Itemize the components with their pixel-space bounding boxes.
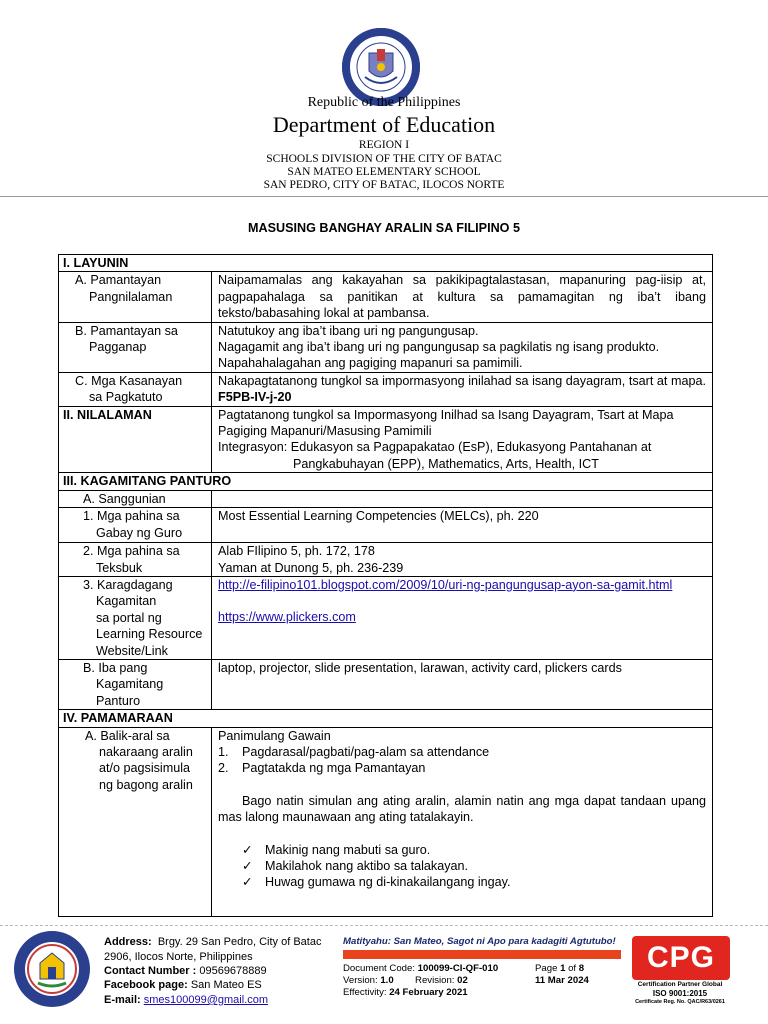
effectivity-line (343, 987, 468, 999)
row-label-line: Website/Link (96, 643, 168, 658)
table-row (59, 372, 713, 406)
address-line (104, 935, 321, 950)
row-label (59, 727, 212, 916)
revision-value: 02 (457, 975, 468, 986)
text-line: Napahahalagahan ang pagiging mapanuri sa pamimili. (218, 356, 523, 371)
page-of: of (568, 963, 577, 974)
row-label-line: ng bagong aralin (99, 777, 193, 792)
region-label: REGION I (358, 139, 410, 151)
address-line-2: 2906, Ilocos Norte, Philippines (104, 951, 253, 963)
row-content: Naipamamalas ang kakayahan sa pakikipagtalastasan, mapanuring pag-iisip at, pagpapahalaga sa panitikan at kultura sa pamamagitan ng iba’t ibang teksto/babasahing lokal at pambansa. (212, 272, 713, 322)
table-row (59, 508, 713, 543)
list-item-text: Pagdarasal/pagbati/pag-alam sa attendance (242, 744, 490, 759)
text-line: Yaman at Dunong 5, ph. 236-239 (218, 560, 404, 575)
text-line: Pangkabuhayan (EPP), Mathematics, Arts, Health, ICT (293, 456, 599, 471)
plickers-link[interactable]: https://www.plickers.com (218, 610, 356, 625)
section-heading: III. KAGAMITANG PANTURO (59, 473, 713, 490)
row-label-line: sa portal ng (96, 610, 162, 625)
resource-link[interactable]: http://e-filipino101.blogspot.com/2009/10/uri-ng-pangungusap-ayon-sa-gamit.html (218, 577, 673, 592)
document-code (343, 963, 498, 975)
email-link[interactable]: smes100099@gmail.com (143, 994, 269, 1006)
facebook-line (104, 978, 262, 993)
division-label: SCHOOLS DIVISION OF THE CITY OF BATAC (266, 153, 502, 165)
footer-divider (0, 925, 768, 926)
list-item-text: Pagtatakda ng mga Pamantayan (242, 761, 426, 776)
row-content (212, 576, 713, 659)
list-item (218, 744, 706, 760)
section-row-kagamitan (59, 473, 713, 490)
section-row-layunin (59, 255, 713, 272)
row-content (212, 543, 713, 577)
row-label-line: 1. Mga pahina sa (83, 509, 180, 524)
competency-text: Nakapagtatanong tungkol sa impormasyong inilahad sa isang dayagram, tsart at mapa. (218, 373, 706, 388)
document-title: MASUSING BANGHAY ARALIN SA FILIPINO 5 (248, 221, 520, 235)
row-label-line: 2. Mga pahina sa (83, 544, 180, 559)
row-label-line: at/o pagsisimula (99, 761, 191, 776)
text-line: Nagagamit ang iba’t ibang uri ng pangungusap sa pagkilatis ng isang produkto. (218, 340, 660, 355)
cert-line-1: Certification Partner Global (637, 981, 723, 988)
row-label-line: Kagamitan (96, 594, 157, 609)
row-content (212, 372, 713, 406)
row-label-line: A. Balik-aral sa (85, 728, 170, 743)
list-item (218, 760, 706, 776)
address-label: Address: (104, 936, 152, 948)
row-label-line: C. Mga Kasanayan (75, 373, 183, 388)
row-label (59, 659, 212, 709)
republic-label: Republic of the Philippines (307, 95, 461, 110)
cert-line-2: ISO 9001:2015 (652, 989, 708, 998)
email-line (104, 993, 268, 1008)
row-content: Most Essential Learning Competencies (MELCs), ph. 220 (212, 508, 713, 543)
row-content (212, 727, 713, 916)
row-label (59, 372, 212, 406)
contact-value: 09569678889 (199, 965, 267, 977)
table-row (59, 727, 713, 916)
row-label (59, 543, 212, 577)
row-label-line: nakaraang aralin (99, 744, 193, 759)
row-label (59, 322, 212, 372)
intro-paragraph: Bago natin simulan ang ating aralin, alamin natin ang mga dapat tandaan upang mas lalong maunawaan ang ating tatalakayin. (218, 793, 706, 825)
row-label (59, 272, 212, 322)
page-total: 8 (578, 963, 585, 974)
section-row-pamamaraan (59, 710, 713, 727)
table-row (59, 543, 713, 577)
version-line (343, 975, 468, 987)
row-label-line: Gabay ng Guro (96, 525, 183, 540)
check-icon: ✓ (242, 875, 253, 890)
rule-item (218, 842, 706, 858)
school-label: SAN MATEO ELEMENTARY SCHOOL (287, 166, 481, 178)
effectivity-value: 24 February 2021 (389, 987, 468, 998)
row-label-line: B. Iba pang (83, 660, 148, 675)
effectivity-label: Effectivity: (343, 987, 387, 998)
revision-label: Revision: (415, 975, 455, 986)
table-row (59, 322, 713, 372)
cert-line-3: Certificate Reg. No. QAC/R63/0261 (635, 999, 725, 1005)
activity-heading: Panimulang Gawain (218, 728, 331, 743)
row-label (59, 576, 212, 659)
contact-label: Contact Number : (104, 965, 197, 977)
header-divider (0, 196, 768, 197)
section-heading: I. LAYUNIN (59, 255, 713, 272)
lesson-plan-table (58, 254, 713, 917)
section-heading: II. NILALAMAN (59, 406, 212, 473)
rule-text: Makinig nang mabuti sa guro. (265, 842, 431, 857)
contact-line (104, 964, 267, 979)
list-number: 1. (218, 744, 229, 759)
row-label-line: Pangnilalaman (89, 289, 173, 304)
rule-item (218, 874, 706, 890)
text-line: Pagtatanong tungkol sa Impormasyong Inilhad sa Isang Dayagram, Tsart at Mapa (218, 407, 674, 422)
motto: Matityahu: San Mateo, Sagot ni Apo para kadagiti Agtutubo! (343, 936, 616, 947)
row-content (212, 490, 713, 507)
row-label-line: A. Sanggunian (83, 491, 166, 506)
row-content (212, 406, 713, 473)
competency-code: F5PB-IV-j-20 (218, 390, 292, 405)
doc-code-label: Document Code: (343, 963, 415, 974)
page-number (535, 963, 584, 975)
table-row (59, 659, 713, 709)
list-number: 2. (218, 761, 229, 776)
check-icon: ✓ (242, 842, 253, 857)
row-content: laptop, projector, slide presentation, larawan, activity card, plickers cards (212, 659, 713, 709)
facebook-label: Facebook page: (104, 979, 188, 991)
text-line: Alab FIlipino 5, ph. 172, 178 (218, 544, 375, 559)
address-value: Brgy. 29 San Pedro, City of Batac (157, 936, 322, 948)
motto-bar (343, 950, 621, 959)
section-heading: IV. PAMAMARAAN (59, 710, 713, 727)
row-label-line: Pagganap (89, 340, 147, 355)
department-title: Department of Education (272, 112, 496, 137)
version-value: 1.0 (380, 975, 394, 986)
rule-text: Huwag gumawa ng di-kinakailangang ingay. (265, 875, 511, 890)
rule-item (218, 858, 706, 874)
page-current: 1 (560, 963, 566, 974)
row-label-line: sa Pagkatuto (89, 390, 163, 405)
row-content (212, 322, 713, 372)
row-label-line: 3. Karagdagang (83, 577, 173, 592)
text-line: Integrasyon: Edukasyon sa Pagpapakatao (EsP), Edukasyong Pantahanan at (218, 440, 652, 455)
page-label: Page (535, 963, 558, 974)
row-label-line: Teksbuk (96, 560, 143, 575)
school-logo (12, 929, 92, 1009)
table-row (59, 272, 713, 322)
row-label-line: B. Pamantayan sa (75, 323, 178, 338)
table-row (59, 406, 713, 473)
text-line: Pagiging Mapanuri/Masusing Pamimili (218, 424, 432, 439)
table-row (59, 490, 713, 507)
check-icon: ✓ (242, 859, 253, 873)
version-label: Version: (343, 975, 378, 986)
print-date: 11 Mar 2024 (535, 975, 589, 986)
row-label-line: Panturo (96, 693, 141, 708)
table-row (59, 576, 713, 659)
row-label-line: Learning Resource (96, 627, 203, 642)
doc-code-value: 100099-CI-QF-010 (417, 963, 499, 974)
cpg-logo: CPG (632, 936, 730, 980)
row-label-line: Kagamitang (96, 677, 164, 692)
row-label-line: A. Pamantayan (75, 273, 162, 288)
row-label (59, 508, 212, 543)
email-label: E-mail: (104, 994, 141, 1006)
row-label (59, 490, 212, 507)
text-line: Natutukoy ang iba’t ibang uri ng pangungusap. (218, 323, 479, 338)
facebook-value: San Mateo ES (190, 979, 262, 991)
school-address: SAN PEDRO, CITY OF BATAC, ILOCOS NORTE (263, 179, 505, 191)
rule-text: Makilahok nang aktibo sa talakayan. (265, 859, 469, 873)
